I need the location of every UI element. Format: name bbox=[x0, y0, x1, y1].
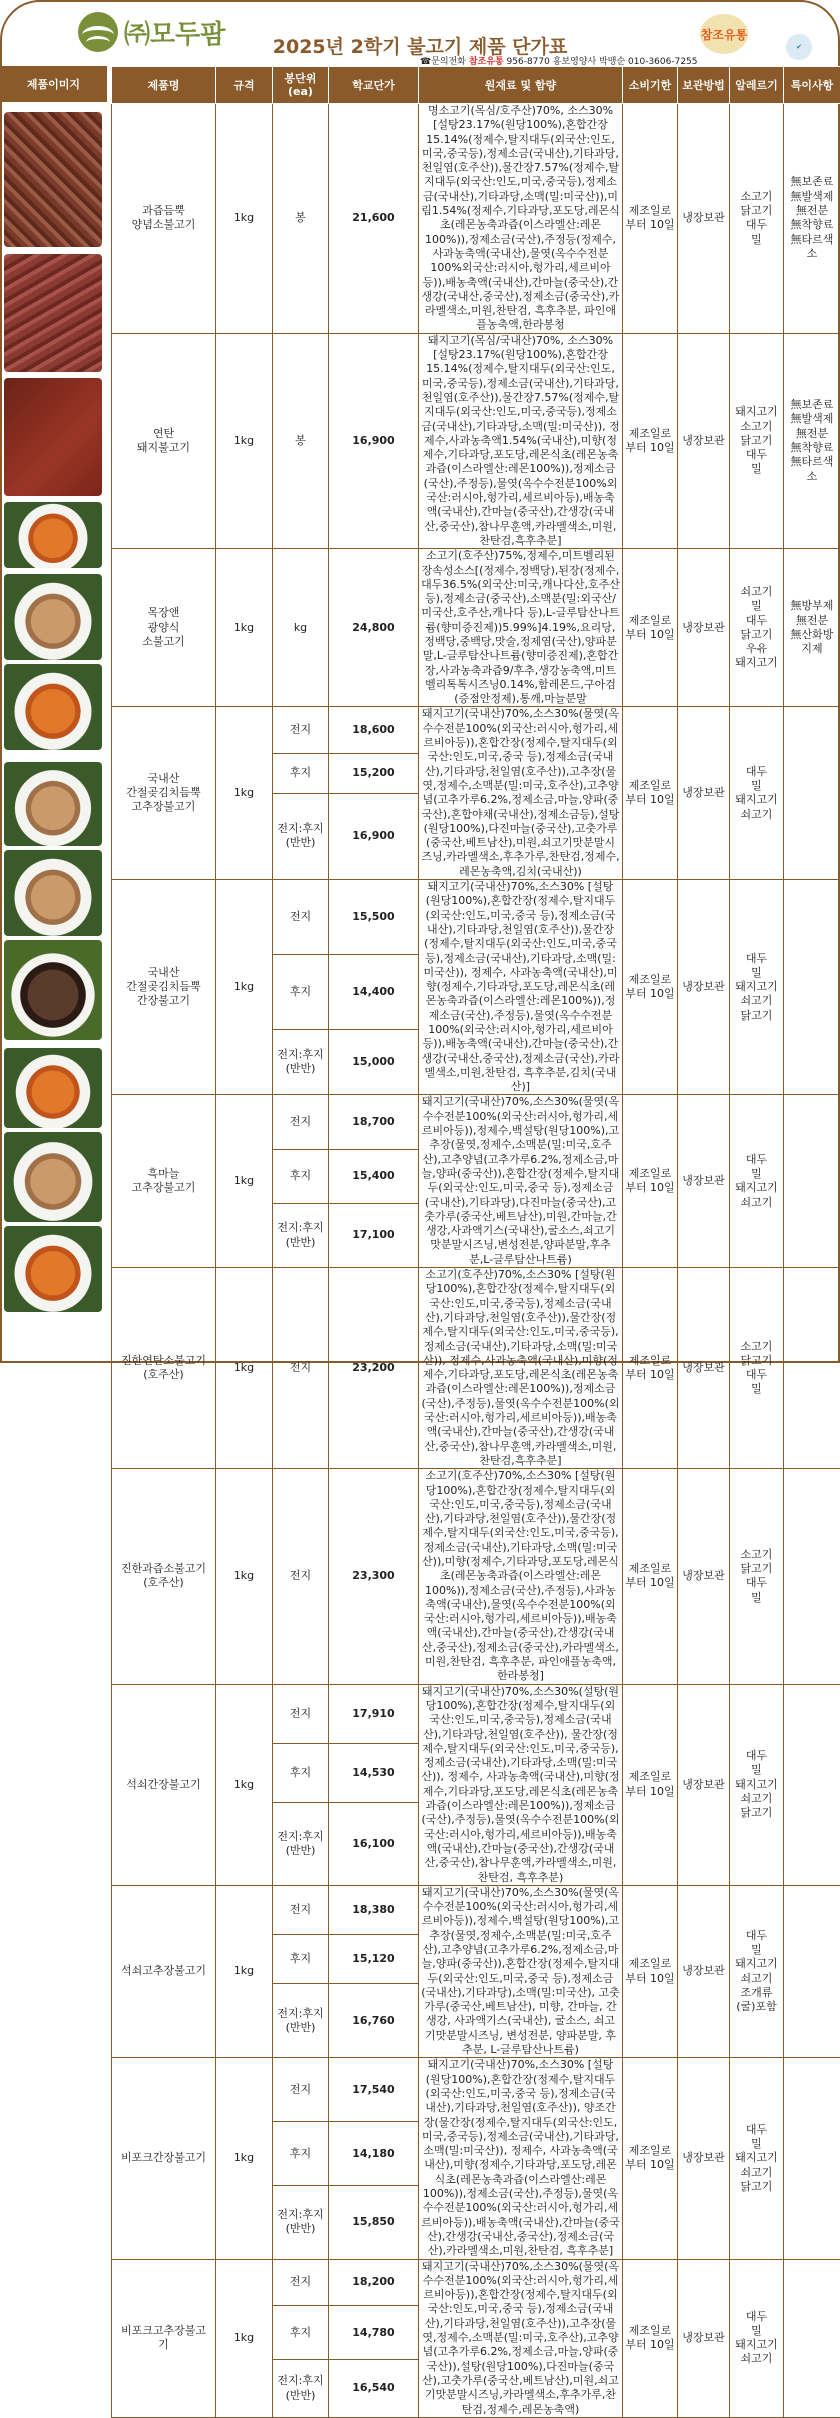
header-allergy: 알레르기 bbox=[730, 67, 784, 104]
product-name: 연탄 돼지불고기 bbox=[112, 333, 216, 548]
product-expiry: 제조일로 부터 10일 bbox=[623, 1684, 678, 1885]
table-row bbox=[112, 1885, 840, 1934]
product-price: 18,380 bbox=[329, 1885, 419, 1934]
page-title: 2025년 2학기 불고기 제품 단가표 bbox=[260, 32, 580, 59]
table-row bbox=[112, 1268, 840, 1469]
brand-badge: 참조유통 bbox=[700, 14, 748, 54]
product-photo-2 bbox=[4, 254, 102, 372]
product-spec: 1kg bbox=[216, 549, 273, 707]
product-unit: 전지:후지 (반반) bbox=[273, 2186, 329, 2259]
product-photo-3 bbox=[4, 378, 102, 496]
product-price: 16,100 bbox=[329, 1802, 419, 1885]
product-special bbox=[784, 1885, 840, 2058]
product-ingredients: 소고기(호주산)70%,소스30% [설탕(원당100%),혼합간장(정제수,탈지대두(외국산:인도,미국,중국등),정제소금(국내산),기타과당,천일염(호주산)),물간장(정제수,탈지대두(외국산:인도,미국,중국등),정제소금(국내산),기타과당,소맥(밀:미국산)),미향(정제수,기타과당,포도당,레몬식초(레몬농축과즙(이스라엘산:레몬100%)),정제소금(국산),주정등),사과농축액(국내산),물엿(옥수수전분100%(외국산:러시아,헝가리,세르비아등)),배농축액(국내산),간마늘(중국산),간생강(국내산,중국산),정제소금(중국산),카라멜색소,미원,찬탄검, 흑후추분, 파인애플농축액,한라봉청] bbox=[419, 1469, 623, 1684]
contact-label: ☎문의전화 bbox=[420, 57, 466, 67]
product-expiry: 제조일로 부터 10일 bbox=[623, 549, 678, 707]
product-special bbox=[784, 2259, 840, 2417]
product-price: 16,540 bbox=[329, 2360, 419, 2418]
product-unit: 후지 bbox=[273, 2122, 329, 2186]
product-photo-9 bbox=[4, 940, 102, 1040]
product-name: 국내산 간절곶김치듬뿍 고추장불고기 bbox=[112, 707, 216, 880]
product-storage: 냉장보관 bbox=[678, 707, 730, 880]
product-ingredients: 돼지고기(국내산)70%,소스30%(물엿(옥수수전분100%(외국산:러시아,헝가리,세르비아등)),혼합간장(정제수,탈지대두(외국산:인도,미국,중국 등),정제소금(국내산),기타과당,천일염(호주산)),고추장(물엿,정제수,소맥분(밀:미국,호주산),고추양념(고추가루6.2%,정제소금,마늘,양파(중국산)),설탕(원당100%),다진마늘(중국산),고춧가루(중국산,베트남산),미원,쇠고기맛분말시즈닝,카라멜색소,후추가루,찬탄검,정제수,레몬농축액) bbox=[419, 2259, 623, 2417]
product-ingredients: 명소고기(목심/호주산)70%, 소스30% [설탕23.17%(원당100%),혼합간장15.14%(정제수,탈지대두(외국산:인도,미국,중국등),정제소금(국내산),기타과당,천일염(호주산)),물간장7.57%(정제수,탈지대두(외국산:인도,미국,중국등),정제소금(국내산),기타과당,소맥(밀:미국산)),미림1.54%(정제수,기타과당,포도당,레몬식초(레몬농축과즙(이스라엘산:레몬100%)),정제소금(국산),주정등(정제수,사과농축액(국내산),물엿(옥수수전분100%외국산:러시아,헝가리,세르비아등)),배농축액(국내산),간마늘(중국산),간생강(국내산,중국산),정제소금(중국산),카라멜색소,미원,찬탄검, 흑후추분, 파인애플농축액,한라봉청 bbox=[419, 104, 623, 334]
product-unit: 후지 bbox=[273, 1149, 329, 1203]
header-storage: 보관방법 bbox=[678, 67, 730, 104]
product-spec: 1kg bbox=[216, 1095, 273, 1268]
table-row bbox=[112, 104, 840, 334]
product-price: 16,900 bbox=[329, 793, 419, 879]
header-ingredients: 원재료 및 함량 bbox=[419, 67, 623, 104]
certification-mark-icon: ✔ bbox=[786, 34, 812, 60]
product-special: 無보존료 無발색제 無전분 無착향료 無타르색소 bbox=[784, 104, 840, 334]
product-storage: 냉장보관 bbox=[678, 333, 730, 548]
product-expiry: 제조일로 부터 10일 bbox=[623, 2259, 678, 2417]
product-ingredients: 돼지고기(국내산)70%,소스30% [설탕(원당100%),혼합간장(정제수,탈지대두(외국산:인도,미국,중국 등),정제소금(국내산),기타과당,천일염(호주산)),물간장(정제수,탈지대두(외국산:인도,미국,중국등),정제소금(국내산),기타과당,소맥(밀:미국산)), 정제수, 사과농축액(국내산),미향(정제수,기타과당,포도당,레몬식초(레몬농축과즙(이스라엘산:레몬100%)),정제소금(국산),주정등),물엿(옥수수전분100%(외국산:러시아,헝가리,세르비아등)),배농축액(국내산),간마늘(중국산),간생강(국내산,중국산),정제소금(국산),카라멜색소,미원,찬탄검, 흑후추분,김치(국내산)] bbox=[419, 880, 623, 1095]
product-expiry: 제조일로 부터 10일 bbox=[623, 1885, 678, 2058]
table-row bbox=[112, 549, 840, 707]
product-unit: 후지 bbox=[273, 955, 329, 1030]
table-row bbox=[112, 2058, 840, 2122]
product-photo-5 bbox=[4, 574, 102, 660]
product-storage: 냉장보관 bbox=[678, 1469, 730, 1684]
product-name: 석쇠고추장불고기 bbox=[112, 1885, 216, 2058]
product-expiry: 제조일로 부터 10일 bbox=[623, 1268, 678, 1469]
product-price: 18,600 bbox=[329, 707, 419, 754]
product-price: 17,540 bbox=[329, 2058, 419, 2122]
product-spec: 1kg bbox=[216, 333, 273, 548]
product-name: 진한과즙소불고기 (호주산) bbox=[112, 1469, 216, 1684]
product-price: 18,700 bbox=[329, 1095, 419, 1149]
product-allergy: 대두 밀 돼지고기쇠고기 bbox=[730, 2259, 784, 2417]
product-price: 16,900 bbox=[329, 333, 419, 548]
product-spec: 1kg bbox=[216, 1885, 273, 2058]
product-ingredients: 돼지고기(국내산)70%,소스30%(물엿(옥수수전분100%(외국산:러시아,헝가리,세르비아등)),정제수,백설탕(원당100%),고추장(물엿,정제수,소맥분(밀:미국,호주산),고추양념(고추가루6.2%,정제소금,마늘,양파(중국산)),혼합간장(정제수,탈지대두(외국산:인도,미국,중국 등),정제소금(국내산),기타과당),다진마늘(중국산),고춧가루(중국산,베트남산),미원,간마늘,간생강,사과액기스(국내산),굴소스,쇠고기맛분말시즈닝,변성전분,양파분말,후추분,L-글루탐산나트륨) bbox=[419, 1095, 623, 1268]
product-storage: 냉장보관 bbox=[678, 1684, 730, 1885]
product-name: 목장앤 광양식 소불고기 bbox=[112, 549, 216, 707]
product-price: 17,910 bbox=[329, 1684, 419, 1743]
product-allergy: 대두 밀 돼지고기쇠고기 bbox=[730, 1095, 784, 1268]
product-special bbox=[784, 1469, 840, 1684]
product-allergy: 소고기 닭고기 대두 밀 bbox=[730, 1268, 784, 1469]
product-storage: 냉장보관 bbox=[678, 880, 730, 1095]
product-unit: 전지 bbox=[273, 2058, 329, 2122]
table-row bbox=[112, 1469, 840, 1684]
product-price: 15,200 bbox=[329, 754, 419, 794]
product-allergy: 돼지고기 소고기 닭고기 대두 밀 bbox=[730, 333, 784, 548]
logo-mark bbox=[78, 12, 118, 52]
product-price: 14,400 bbox=[329, 955, 419, 1030]
product-name: 비포크간장불고기 bbox=[112, 2058, 216, 2259]
product-storage: 냉장보관 bbox=[678, 104, 730, 334]
product-photo-8 bbox=[4, 850, 102, 936]
product-special bbox=[784, 1095, 840, 1268]
product-unit: 후지 bbox=[273, 754, 329, 794]
product-expiry: 제조일로 부터 10일 bbox=[623, 1469, 678, 1684]
product-price: 14,530 bbox=[329, 1743, 419, 1802]
product-spec: 1kg bbox=[216, 707, 273, 880]
product-photo-10 bbox=[4, 1048, 102, 1128]
product-photo-1 bbox=[4, 112, 102, 247]
product-unit: 전지 bbox=[273, 707, 329, 754]
product-name: 흑마늘 고추장불고기 bbox=[112, 1095, 216, 1268]
product-expiry: 제조일로 부터 10일 bbox=[623, 880, 678, 1095]
product-expiry: 제조일로 부터 10일 bbox=[623, 333, 678, 548]
header-price: 학교단가 bbox=[329, 67, 419, 104]
product-price: 14,780 bbox=[329, 2306, 419, 2360]
product-special bbox=[784, 1684, 840, 1885]
product-special bbox=[784, 1268, 840, 1469]
product-price: 16,760 bbox=[329, 1984, 419, 2058]
table-row bbox=[112, 880, 840, 955]
product-price: 21,600 bbox=[329, 104, 419, 334]
product-expiry: 제조일로 부터 10일 bbox=[623, 2058, 678, 2259]
product-unit: 전지:후지 (반반) bbox=[273, 2360, 329, 2418]
product-spec: 1kg bbox=[216, 2259, 273, 2417]
price-table bbox=[111, 66, 840, 2418]
table-header-row bbox=[112, 67, 840, 104]
product-unit: 봉 bbox=[273, 333, 329, 548]
product-allergy: 쇠고기 밀 대두 닭고기 우유 돼지고기 bbox=[730, 549, 784, 707]
product-allergy: 대두 밀 돼지고기쇠고기 bbox=[730, 707, 784, 880]
product-ingredients: 소고기(호주산)70%,소스30% [설탕(원당100%),혼합간장(정제수,탈지대두(외국산:인도,미국,중국등),정제소금(국내산),기타과당,천일염(호주산)),물간장(정제수,탈지대두(외국산:인도,미국,중국등),정제소금(국내산),기타과당,소맥(밀:미국산)), 정제수,사과농축액(국내산),미향(정제수,기타과당,포도당,레몬식초(레몬농축과즙(이스라엘산:레몬100%)),정제소금(국산),주정등),물엿(옥수수전분100%(외국산:러시아,헝가리,세르비아등)),배농축액(국내산),간마늘(중국산),간생강(국내산,중국산),참나무훈액,카라멜색소,미원,찬탄검,흑후추분] bbox=[419, 1268, 623, 1469]
product-price: 15,000 bbox=[329, 1030, 419, 1095]
product-unit: 전지 bbox=[273, 1268, 329, 1469]
product-unit: 전지 bbox=[273, 1885, 329, 1934]
table-row bbox=[112, 1095, 840, 1149]
table-row bbox=[112, 1684, 840, 1743]
product-price: 15,850 bbox=[329, 2186, 419, 2259]
contact-company: 참조유통 bbox=[469, 57, 504, 67]
product-unit: 전지 bbox=[273, 880, 329, 955]
product-price: 18,200 bbox=[329, 2259, 419, 2306]
product-unit: kg bbox=[273, 549, 329, 707]
product-allergy: 소고기 닭고기 대두 밀 bbox=[730, 104, 784, 334]
product-unit: 봉 bbox=[273, 104, 329, 334]
product-special: 無방부제 無전분 無산화방지제 bbox=[784, 549, 840, 707]
table-row bbox=[112, 2259, 840, 2306]
product-ingredients: 돼지고기(국내산)70%,소스30% [설탕(원당100%),혼합간장(정제수,탈지대두(외국산:인도,미국,중국 등),정제소금(국내산),기타과당,천일염(호주산)), 양조간장(물간장(정제수,탈지대두(외국산:인도,미국,중국등),정제소금(국내산),기타과당,소맥(밀:미국산)), 정제수, 사과농축액(국내산),미향(정제수,기타과당,포도당,레몬식초(레몬농축과즙(이스라엘산:레몬100%)),정제소금(국산),주정등),물엿(옥수수전분100%(외국산:러시아,헝가리,세르비아등)),배농축액(국내산),간마늘(중국산),간생강(국내산,중국산),정제소금(국산),카라멜색소,미원,찬탄검, 흑후추분] bbox=[419, 2058, 623, 2259]
product-name: 과즙듬뿍 양념소불고기 bbox=[112, 104, 216, 334]
header-spec: 규격 bbox=[216, 67, 273, 104]
product-unit: 후지 bbox=[273, 1935, 329, 1984]
product-ingredients: 소고기(호주산)75%,정제수,미트벨리된장속성소스[(정제수,정백당),된장(정제수,대두36.5%(외국산:미국,캐나다산,호주산 등),정제소금(중국산),소맥분(밀:외국산/미국산,호주산,캐나다 등),L-글루탐산나트륨(향미증진제))5.99%]4.19%,요리당,정백당,중백당,맛술,정제염(국산),양파분말,L-글루탐산나트륨(향미증진제),혼합간장,사과농축과즙9/후추,생강농축액,미트벨리톡톡시즈닝0.14%,함레몬드,구아검(증점안정제),통깨,마늘분말 bbox=[419, 549, 623, 707]
header-expiry: 소비기한 bbox=[623, 67, 678, 104]
product-unit: 전지:후지 (반반) bbox=[273, 793, 329, 879]
product-unit: 전지 bbox=[273, 2259, 329, 2306]
product-special: 無보존료 無발색제 無전분 無착향료 無타르색소 bbox=[784, 333, 840, 548]
product-photo-7 bbox=[4, 762, 102, 846]
product-spec: 1kg bbox=[216, 1268, 273, 1469]
product-unit: 후지 bbox=[273, 2306, 329, 2360]
product-storage: 냉장보관 bbox=[678, 2058, 730, 2259]
product-price: 23,300 bbox=[329, 1469, 419, 1684]
product-allergy: 대두 밀 돼지고기쇠고기 닭고기 bbox=[730, 880, 784, 1095]
product-spec: 1kg bbox=[216, 1684, 273, 1885]
product-spec: 1kg bbox=[216, 2058, 273, 2259]
product-ingredients: 돼지고기(목심/국내산)70%, 소스30% [설탕23.17%(원당100%),혼합간장15.14%(정제수,탈지대두(외국산:인도,미국,중국등),정제소금(국내산),기타과당,천일염(호주산)),물간장7.57%(정제수,탈지대두(외국산:인도,미국,중국등),정제소금(국내산),기타과당,소맥(밀:미국산)), 정제수,사과농축액1.54%(국내산),미향(정제수,기타과당,포도당,레몬식초(레몬농축과즙(이스라엘산:레몬100%)),정제소금(국산),주정등),물엿(옥수수전분100%외국산:러시아,헝가리,세르비아등),배농축액(국내산),간마늘(중국산),간생강(국내산,중국산),참나무훈액,카라멜색소,미원,찬탄검,흑후추분] bbox=[419, 333, 623, 548]
product-price: 15,120 bbox=[329, 1935, 419, 1984]
product-price: 14,180 bbox=[329, 2122, 419, 2186]
product-photo-4 bbox=[4, 502, 102, 568]
product-name: 비포크고추장불고 기 bbox=[112, 2259, 216, 2417]
product-ingredients: 돼지고기(국내산)70%,소스30%(설탕(원당100%),혼합간장(정제수,탈지대두(외국산:인도,미국,중국등),정제소금(국내산),기타과당,천일염(호주산)), 물간장(정제수,탈지대두(외국산:인도,미국,중국등),정제소금(국내산),기타과당,소맥(밀:미국산)), 정제수, 사과농축액(국내산),미향(정제수,기타과당,포도당,레몬식초(레몬농축과즙(이스라엘산:레몬100%)),정제소금(국산),주정등),물엿(옥수수전분100%(외국산:러시아,헝가리,세르비아등)),배농축액(국내산),간마늘(중국산),간생강(국내산,중국산),참나무훈액,카라멜색소,미원,찬탄검, 흑후추분) bbox=[419, 1684, 623, 1885]
image-column-header: 제품이미지 bbox=[0, 66, 107, 102]
product-price: 24,800 bbox=[329, 549, 419, 707]
product-storage: 냉장보관 bbox=[678, 2259, 730, 2417]
contact-phone: 956-8770 bbox=[507, 57, 550, 67]
product-unit: 전지:후지 (반반) bbox=[273, 1802, 329, 1885]
product-photo-11 bbox=[4, 1132, 102, 1222]
product-unit: 전지 bbox=[273, 1469, 329, 1684]
product-unit: 전지 bbox=[273, 1095, 329, 1149]
header-name: 제품명 bbox=[112, 67, 216, 104]
product-price: 15,400 bbox=[329, 1149, 419, 1203]
product-unit: 전지:후지 (반반) bbox=[273, 1030, 329, 1095]
product-name: 국내산 간절곶김치듬뿍 간장불고기 bbox=[112, 880, 216, 1095]
product-spec: 1kg bbox=[216, 880, 273, 1095]
product-price: 15,500 bbox=[329, 880, 419, 955]
product-allergy: 소고기 닭고기 대두 밀 bbox=[730, 1469, 784, 1684]
product-unit: 후지 bbox=[273, 1743, 329, 1802]
product-price: 17,100 bbox=[329, 1204, 419, 1268]
header-special: 특이사항 bbox=[784, 67, 840, 104]
product-storage: 냉장보관 bbox=[678, 1095, 730, 1268]
product-storage: 냉장보관 bbox=[678, 549, 730, 707]
company-logo bbox=[78, 12, 225, 52]
product-special bbox=[784, 880, 840, 1095]
product-allergy: 대두 밀 돼지고기쇠고기 닭고기 bbox=[730, 2058, 784, 2259]
product-ingredients: 돼지고기(국내산)70%,소스30%(물엿(옥수수전분100%(외국산:러시아,헝가리,세르비아등)),정제수,백설탕(원당100%),고추장(물엿,정제수,소맥분(밀:미국,호주산),고추양념(고추가루6.2%,정제소금,마늘,양파(중국산)),혼합간장(정제수,탈지대두(외국산:인도,미국,중국 등),정제소금(국내산),기타과당),소맥(밀:미국산), 고춧가루(중국산,베트남산), 미향, 간마늘, 간생강, 사과액기스(국내산), 굴소스, 쇠고기맛분말시즈닝, 변성전분, 양파분말, 후추분, L-글루탐산나트륨) bbox=[419, 1885, 623, 2058]
product-expiry: 제조일로 부터 10일 bbox=[623, 104, 678, 334]
table-row bbox=[112, 707, 840, 754]
product-expiry: 제조일로 부터 10일 bbox=[623, 707, 678, 880]
product-ingredients: 돼지고기(국내산)70%,소스30%(물엿(옥수수전분100%(외국산:러시아,헝가리,세르비아등)),혼합간장(정제수,탈지대두(외국산:인도,미국,중국 등),정제소금(국내산),기타과당,천일염(호주산)),고추장(물엿,정제수,소맥분(밀:미국,호주산),고추양념(고추가루6.2%,정제소금,마늘,양파(중국산),혼합야채(국내산),정제소금등),설탕(원당100%),다진마늘(중국산),고춧가루(중국산,베트남산),미원,쇠고기맛분말시즈닝,카라멜색소,후추가루,찬탄검,정제수,레몬농축액,김치(국내산)) bbox=[419, 707, 623, 880]
logo-text: ㈜모두팜 bbox=[124, 14, 225, 51]
product-name: 진한연탄소불고기 (호주산) bbox=[112, 1268, 216, 1469]
table-row bbox=[112, 333, 840, 548]
product-special bbox=[784, 707, 840, 880]
product-allergy: 대두 밀 돼지고기쇠고기 조개류(굴)포함 bbox=[730, 1885, 784, 2058]
product-spec: 1kg bbox=[216, 104, 273, 334]
product-photo-6 bbox=[4, 664, 102, 750]
product-price: 23,200 bbox=[329, 1268, 419, 1469]
header-unit: 봉단위 (ea) bbox=[273, 67, 329, 104]
product-spec: 1kg bbox=[216, 1469, 273, 1684]
product-name: 석쇠간장불고기 bbox=[112, 1684, 216, 1885]
product-photo-12 bbox=[4, 1226, 102, 1312]
product-unit: 전지 bbox=[273, 1684, 329, 1743]
product-allergy: 대두 밀 돼지고기쇠고기 닭고기 bbox=[730, 1684, 784, 1885]
product-unit: 전지:후지 (반반) bbox=[273, 1984, 329, 2058]
product-storage: 냉장보관 bbox=[678, 1268, 730, 1469]
product-expiry: 제조일로 부터 10일 bbox=[623, 1095, 678, 1268]
product-unit: 전지:후지 (반반) bbox=[273, 1204, 329, 1268]
product-storage: 냉장보관 bbox=[678, 1885, 730, 2058]
contact-promo: 홍보영양사 박맹순 010-3606-7255 bbox=[553, 57, 698, 67]
product-special bbox=[784, 2058, 840, 2259]
